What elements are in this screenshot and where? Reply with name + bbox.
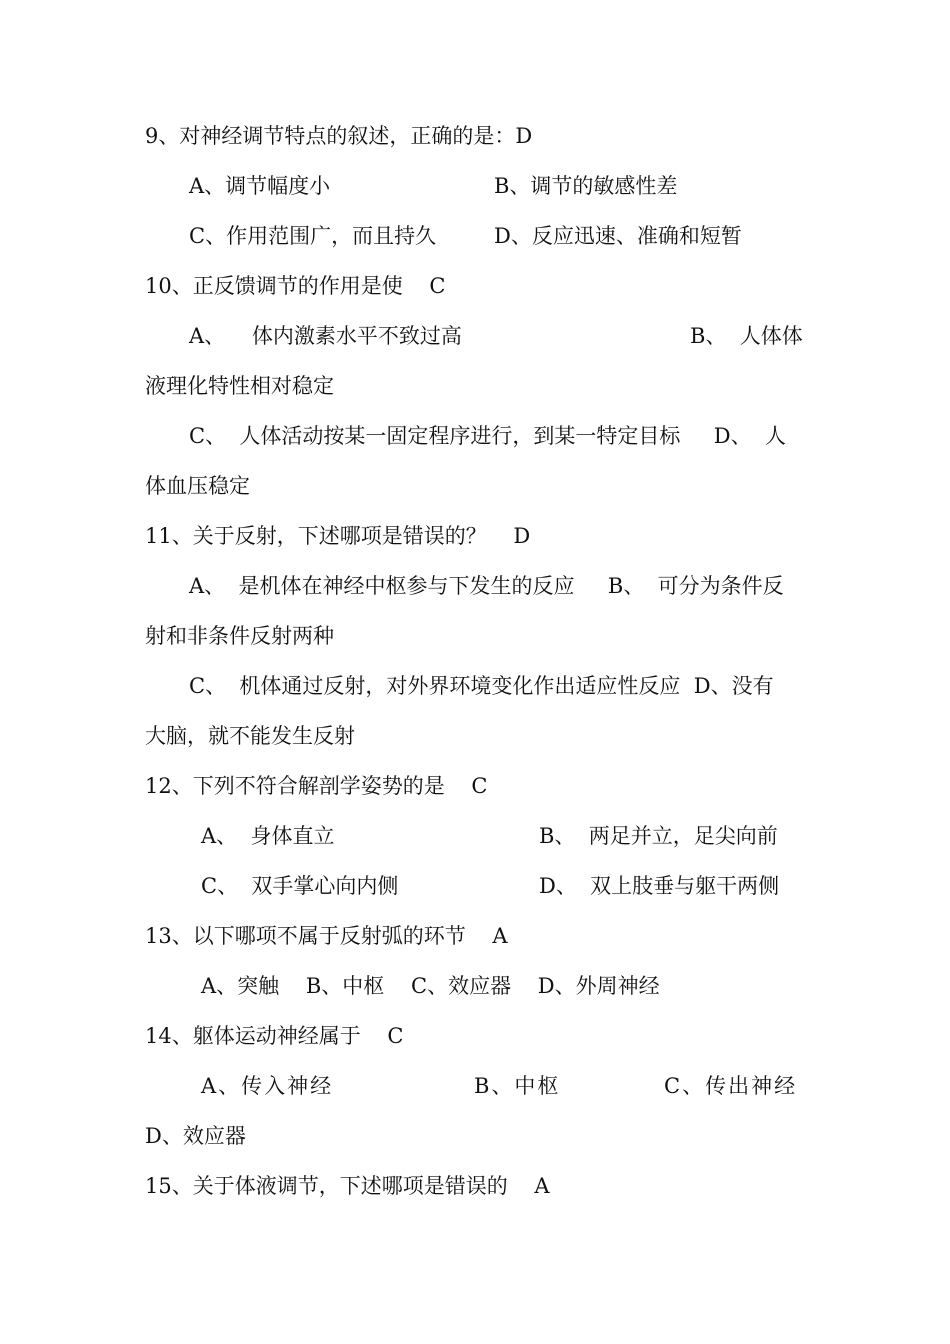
question-10-stem: 10、正反馈调节的作用是使 C (145, 274, 446, 298)
question-13-options: A、突触 B、中枢 C、效应器 D、外周神经 (201, 974, 660, 998)
question-11-option-d-cont: 大脑，就不能发生反射 (145, 724, 355, 748)
question-11-option-b-cont: 射和非条件反射两种 (145, 624, 334, 648)
question-12-stem: 12、下列不符合解剖学姿势的是 C (145, 774, 488, 798)
question-10-option-d-cont: 体血压稳定 (145, 474, 250, 498)
question-11-options-ab: A、 是机体在神经中枢参与下发生的反应 B、 可分为条件反 (189, 574, 784, 598)
question-14-option-d: D、效应器 (145, 1124, 246, 1148)
question-11-stem: 11、关于反射，下述哪项是错误的？ D (145, 524, 531, 548)
question-15-stem: 15、关于体液调节，下述哪项是错误的 A (145, 1174, 550, 1198)
question-12-option-c: C、 双手掌心向内侧 (201, 874, 399, 898)
question-14-option-b: B、中枢 (474, 1074, 561, 1098)
question-9-option-b: B、调节的敏感性差 (494, 174, 678, 198)
question-10-option-b: B、 人体体 (690, 324, 803, 348)
question-12-option-b: B、 两足并立，足尖向前 (539, 824, 778, 848)
question-11-options-cd: C、 机体通过反射，对外界环境变化作出适应性反应 D、没有 (189, 674, 774, 698)
question-10-option-a: A、 体内激素水平不致过高 (189, 324, 462, 348)
question-14-option-a: A、传入神经 (201, 1074, 334, 1098)
question-12-option-d: D、 双上肢垂与躯干两侧 (539, 874, 780, 898)
question-9-option-c: C、作用范围广，而且持久 (189, 224, 437, 248)
question-13-stem: 13、以下哪项不属于反射弧的环节 A (145, 924, 508, 948)
question-9-option-a: A、调节幅度小 (189, 174, 331, 198)
question-9-stem: 9、对神经调节特点的叙述，正确的是：D (145, 124, 533, 148)
question-9-option-d: D、反应迅速、准确和短暂 (494, 224, 742, 248)
question-10-option-b-cont: 液理化特性相对稳定 (145, 374, 334, 398)
question-14-option-c: C、传出神经 (664, 1074, 798, 1098)
question-10-options-cd: C、 人体活动按某一固定程序进行，到某一特定目标 D、 人 (189, 424, 786, 448)
question-14-stem: 14、躯体运动神经属于 C (145, 1024, 404, 1048)
question-12-option-a: A、 身体直立 (201, 824, 335, 848)
